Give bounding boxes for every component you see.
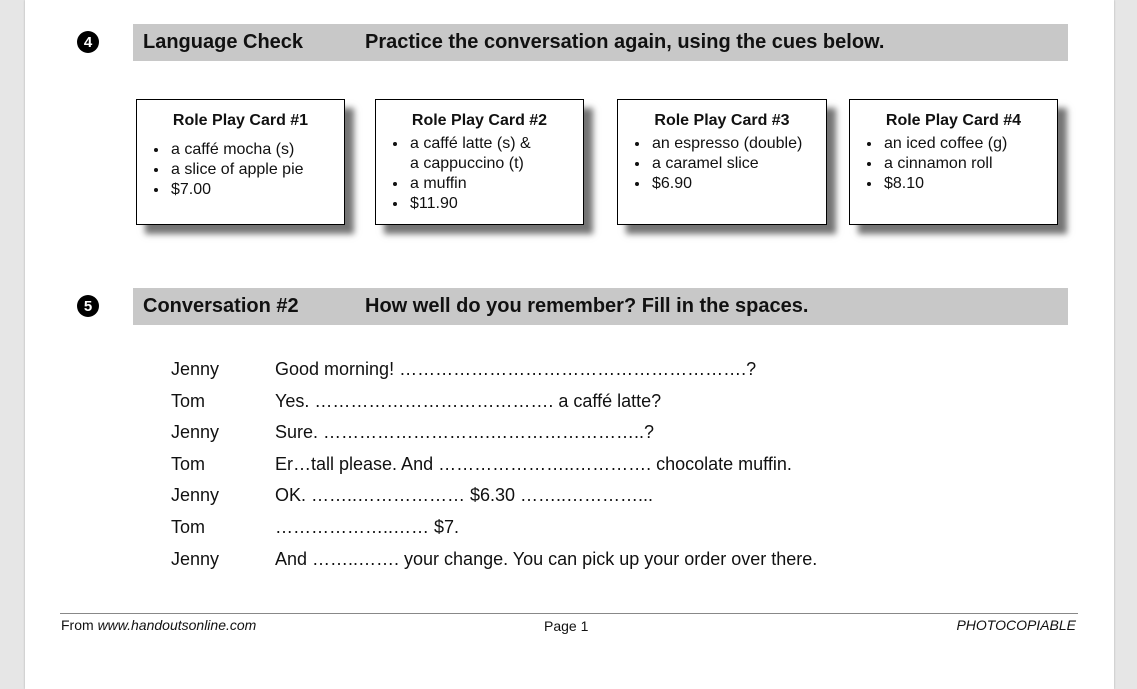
speaker-name: Tom	[171, 390, 206, 411]
footer-photocopiable: PHOTOCOPIABLE	[956, 617, 1076, 633]
card-cue: • $11.90	[408, 194, 583, 214]
card-cue: • an iced coffee (g)	[882, 134, 1057, 154]
role-play-card-4	[849, 99, 1058, 225]
card-cue: • $7.00	[169, 180, 344, 200]
speaker-name: Tom	[171, 516, 206, 537]
role-play-card-1	[136, 99, 345, 225]
card-cue: • a caffé latte (s) & a cappuccino (t)	[408, 134, 583, 174]
conversation-line: Yes. …………………………………. a caffé latte?	[275, 390, 662, 411]
card-title: Role Play Card #2	[411, 112, 548, 129]
section-4-header	[25, 24, 1114, 61]
section-5-header	[25, 288, 1114, 325]
card-cue: • $8.10	[882, 174, 1057, 194]
card-cue: • $6.90	[650, 174, 826, 194]
footer-source	[61, 617, 256, 633]
role-play-card-3	[617, 99, 827, 225]
section-5-number-badge: 5	[77, 295, 99, 317]
conversation-line: And ……..……. your change. You can pick up your order over there.	[275, 548, 818, 569]
card-cue: • a cinnamon roll	[882, 154, 1057, 174]
conversation-line: ………………..…… $7.	[275, 516, 460, 537]
footer-divider	[60, 613, 1078, 614]
card-cue-list	[376, 134, 583, 214]
card-cue: • an espresso (double)	[650, 134, 826, 154]
conversation-line: OK. ……..……………… $6.30 ……..…………...	[275, 485, 654, 506]
section-5-instruction: How well do you remember? Fill in the spaces.	[365, 295, 809, 317]
footer-from-label: From	[61, 617, 98, 633]
role-play-cards	[136, 99, 1071, 239]
conversation-line: Good morning! ………………………………………………….?	[275, 359, 757, 379]
card-cue: • a caramel slice	[650, 154, 826, 174]
role-play-card-2	[375, 99, 584, 225]
footer-page-number: Page 1	[544, 618, 589, 634]
card-title: Role Play Card #1	[172, 112, 309, 129]
card-cue-list	[618, 134, 826, 194]
speaker-name: Jenny	[171, 485, 220, 506]
speaker-name: Tom	[171, 453, 206, 474]
document-page	[25, 0, 1114, 689]
section-5-bar	[133, 288, 1068, 325]
card-cue-list	[137, 140, 344, 200]
card-title: Role Play Card #4	[885, 112, 1022, 129]
footer-site-link[interactable]: www.handoutsonline.com	[97, 617, 257, 633]
section-4-title: Language Check	[143, 31, 304, 53]
section-5-title: Conversation #2	[143, 295, 299, 317]
card-title: Role Play Card #3	[654, 112, 790, 129]
card-cue: • a caffé mocha (s)	[169, 140, 344, 160]
card-cue-list	[850, 134, 1057, 194]
speaker-name: Jenny	[171, 422, 220, 443]
conversation-line: Er…tall please. And …………………..…………. chocolate muffin.	[275, 453, 792, 474]
section-4-number-badge: 4	[77, 31, 99, 53]
card-cue: • a slice of apple pie	[169, 160, 344, 180]
conversation-line: Sure. ……………………….……………………..?	[275, 422, 655, 443]
speaker-name: Jenny	[171, 548, 220, 569]
section-4-instruction: Practice the conversation again, using the cues below.	[365, 31, 885, 53]
card-cue: • a muffin	[408, 174, 583, 194]
speaker-name: Jenny	[171, 359, 220, 379]
section-4-bar	[133, 24, 1068, 61]
